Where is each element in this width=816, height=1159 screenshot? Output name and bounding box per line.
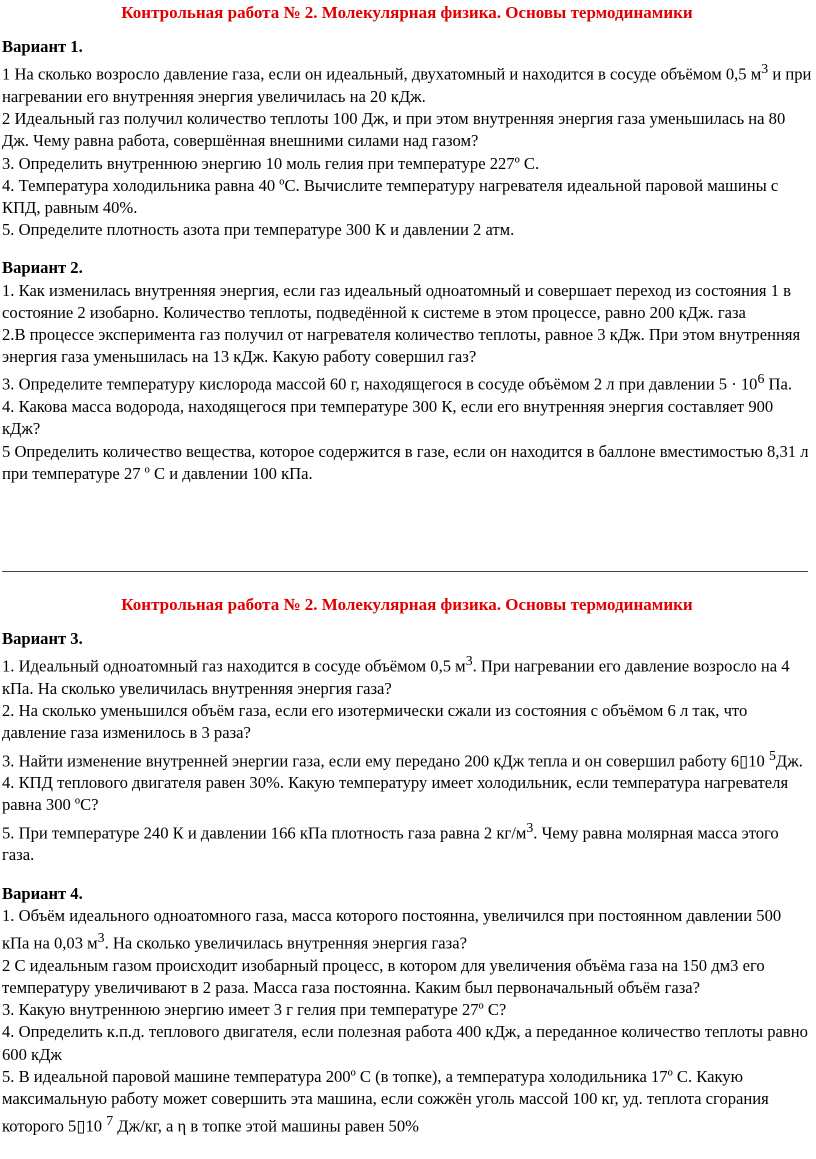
variant-2 [2,257,812,485]
task-item: 3. Какую внутреннюю энергию имеет 3 г гелия при температуре 27º С? [2,1000,507,1020]
task-item: 1. Как изменилась внутренняя энергия, если газ идеальный одноатомный и совершает переход из состояния 1 в состояние 2 изобарно. Количество теплоты, подведённой к системе в этом процессе, равно 200 кДж. газа [2,280,791,322]
task-item: 2 С идеальным газом происходит изобарный процесс, в котором для увеличения объёма газа на 150 дм3 его температуру увеличивают в 2 раза. Масса газа постоянна. Каким был первоначальный объём газа? [2,955,765,997]
task-item: 3. Определите температуру кислорода массой 60 г, находящегося в сосуде объёмом 2 л при давлении $5 \cdot 10^6$ Па. [2,371,793,394]
task-item: 2 Идеальный газ получил количество теплоты 100 Дж, и при этом внутренняя энергия газа уменьшилась на 80 Дж. Чему равна работа, совершённая внешними силами над газом? [2,109,786,151]
task-item: 4. КПД теплового двигателя равен 30%. Какую температуру имеет холодильник, если температура нагревателя равна 300 ºС? [2,773,789,815]
variant-title: Вариант 1. [2,37,83,56]
variant-3 [2,628,812,867]
variant-1 [2,36,812,241]
task-item: 4. Температура холодильника равна 40 ºС. Вычислите температуру нагревателя идеальной паровой машины с КПД, равным 40%. [2,175,779,217]
task-item: 4. Определить к.п.д. теплового двигателя, если полезная работа 400 кДж, а переданное количество теплоты равно 600 кДж [2,1022,808,1064]
section-divider [2,571,808,572]
task-item: 2. На сколько уменьшился объём газа, если его изотермически сжали из состояния с объёмом 6 л так, что давление газа изменилось в 3 раза? [2,701,748,743]
task-item: 3. Определить внутреннюю энергию 10 моль гелия при температуре 227º С. [2,153,540,173]
test-title: Контрольная работа № 2. Молекулярная физика. Основы термодинамики [121,3,693,22]
task-item: 5. Определите плотность азота при температуре 300 К и давлении 2 атм. [2,220,515,240]
task-item: 5. При температуре 240 К и давлении 166 кПа плотность газа равна 2 $кг/м^3$. Чему равна молярная масса этого газа. [2,819,779,865]
task-item: 3. Найти изменение внутренней энергии газа, если ему передано 200 кДж тепла и он совершил работу 6▯10 $^5$Дж. [2,747,803,771]
variant-title: Вариант 3. [2,629,83,648]
test-section-1 [2,2,812,491]
test-title: Контрольная работа № 2. Молекулярная физика. Основы термодинамики [121,595,693,614]
task-item: 1. Объём идеального одноатомного газа, масса которого постоянна, увеличился при постоянном давлении 500 кПа на 0,03 $м^3$. На сколько увеличилась внутренняя энергия газа? [2,905,782,953]
variant-4 [2,883,812,1138]
task-item: 1. Идеальный одноатомный газ находится в сосуде объёмом 0,5 $м^3$. При нагревании его давление возросло на 4 кПа. На сколько увеличилась внутренняя энергия газа? [2,653,790,698]
test-section-2 [2,594,812,1144]
task-item: 5. В идеальной паровой машине температура 200º С (в топке), а температура холодильника 17º С. Какую максимальную работу может совершить эта машина, если сожжён уголь массой 100 кг, уд. теплота сгорания которого 5▯10 $^7$ Дж/кг, а η в топке этой машины равен 50% [2,1066,769,1136]
variant-title: Вариант 4. [2,883,83,903]
variant-title: Вариант 2. [2,258,83,278]
task-item: 1 На сколько возросло давление газа, если он идеальный, двухатомный и находится в сосуде объёмом 0,5 $м^3$ и при нагревании его внутренняя энергия увеличилась на 20 кДж. [2,61,812,106]
task-item: 5 Определить количество вещества, которое содержится в газе, если он находится в баллоне вместимостью 8,31 л при температуре 27 º С и давлении 100 кПа. [2,441,809,483]
task-item: 4. Какова масса водорода, находящегося при температуре 300 К, если его внутренняя энергия составляет 900 кДж? [2,397,774,439]
task-item: 2.В процессе эксперимента газ получил от нагревателя количество теплоты, равное 3 кДж. При этом внутренняя энергия газа уменьшилась на 13 кДж. Какую работу совершил газ? [2,324,801,367]
